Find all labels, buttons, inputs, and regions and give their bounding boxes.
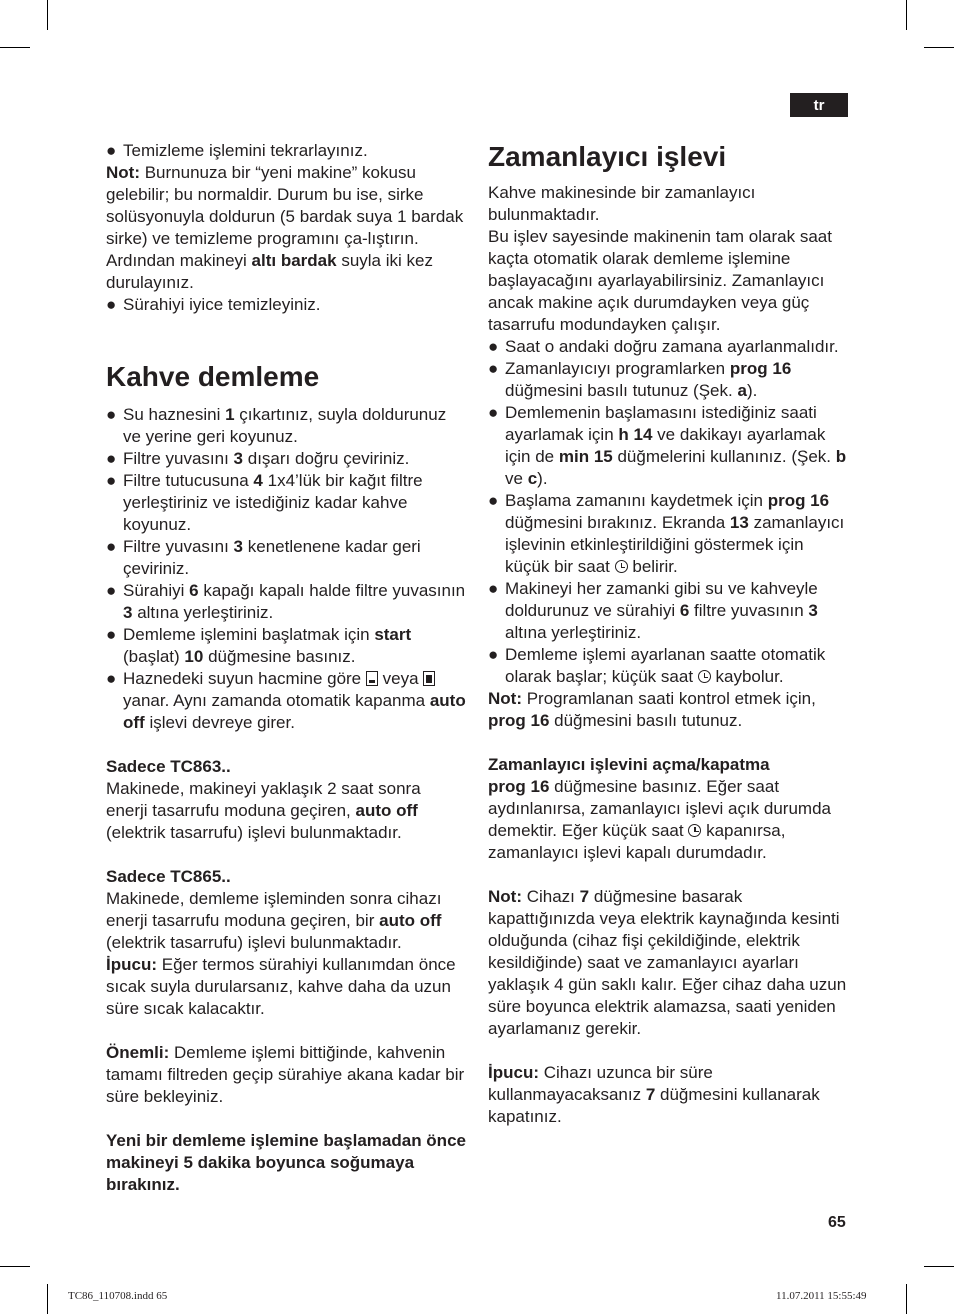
carafe-full-icon bbox=[423, 671, 435, 686]
clock-icon bbox=[615, 560, 628, 573]
crop-mark bbox=[0, 1266, 30, 1267]
subheading: Sadece TC863.. bbox=[106, 757, 231, 776]
carafe-small-icon bbox=[366, 671, 378, 686]
list-item: ● Demlemenin başlamasını istediğiniz saati ayarlamak için h 14 ve dakikayı ayarlamak için de min 15 düğmelerini kullanınız. (Şek. b ve c). bbox=[488, 403, 847, 488]
list-item: ● Filtre yuvasını 3 kenetlenene kadar geri çeviriniz. bbox=[106, 537, 421, 578]
paragraph: prog 16 düğmesine basınız. Eğer saat aydınlanırsa, zamanlayıcı işlevi açık durumda demektir. Eğer küçük saat kapanırsa, zamanlayıcı işlevi kapalı durumdadır. bbox=[488, 777, 831, 862]
list-item: ● Filtre yuvasını 3 dışarı doğru çeviriniz. bbox=[106, 449, 410, 468]
footer-file-info: TC86_110708.indd 65 bbox=[68, 1290, 168, 1302]
list-item: ● Saat o andaki doğru zamana ayarlanmalıdır. bbox=[488, 337, 839, 356]
note-paragraph: Not: Cihazı 7 düğmesine basarak kapattığınızda veya elektrik kaynağında kesinti olduğunda (cihaz fişi çekildiğinde, elektrik kesildiğinde) saat ve zamanlayıcı ayarları yaklaşık 4 gün saklı kalır. Eğer cihaz daha uzun süre boyunca elektrik alamazsa, saati yeniden ayarlamanız gerekir. bbox=[488, 887, 847, 1038]
paragraph: Bu işlev sayesinde makinenin tam olarak saat kaçta otomatik olarak demleme işlemine başlayacağını ayarlayabilirsiniz. Zamanlayıcı ancak makine açık durumdayken veya güç tasarrufu modundayken çalışır. bbox=[488, 227, 832, 334]
list-item: ● Sürahiyi iyice temizleyiniz. bbox=[106, 295, 321, 314]
section-heading: Zamanlayıcı işlevi bbox=[488, 141, 727, 172]
crop-mark bbox=[0, 47, 30, 48]
list-item: ● Haznedeki suyun hacmine göre veya yanar. Aynı zamanda otomatik kapanma auto off işlevi devreye girer. bbox=[106, 669, 466, 732]
list-item: ● Zamanlayıcıyı programlarken prog 16 düğmesini basılı tutunuz (Şek. a). bbox=[488, 359, 792, 400]
list-item: ● Demleme işlemi ayarlanan saatte otomatik olarak başlar; küçük saat kaybolur. bbox=[488, 645, 826, 686]
section-heading: Kahve demleme bbox=[106, 361, 320, 392]
important-paragraph: Önemli: Demleme işlemi bittiğinde, kahvenin tamamı filtreden geçip sürahiye akana kadar bir süre bekleyiniz. bbox=[106, 1043, 465, 1106]
note-paragraph: Not: Programlanan saati kontrol etmek için, prog 16 düğmesini basılı tutunuz. bbox=[488, 689, 816, 730]
list-item: ● Demleme işlemini başlatmak için start (başlat) 10 düğmesine basınız. bbox=[106, 625, 412, 666]
paragraph: Makinede, makineyi yaklaşık 2 saat sonra enerji tasarrufu moduna geçiren, auto off (elektrik tasarrufu) işlevi bulunmaktadır. bbox=[106, 779, 421, 842]
tip-paragraph: İpucu: Cihazı uzunca bir süre kullanmayacaksanız 7 düğmesini kullanarak kapatınız. bbox=[488, 1063, 820, 1126]
paragraph: Kahve makinesinde bir zamanlayıcı bulunmaktadır. bbox=[488, 183, 756, 224]
paragraph: Makinede, demleme işleminden sonra cihazı enerji tasarrufu moduna geçiren, bir auto off (elektrik tasarrufu) işlevi bulunmaktadır. bbox=[106, 889, 442, 952]
clock-icon bbox=[688, 824, 701, 837]
left-column bbox=[106, 140, 466, 1196]
list-item: ● Filtre tutucusuna 4 1x4’lük bir kağıt filtre yerleştiriniz ve istediğiniz kadar kahve koyunuz. bbox=[106, 471, 423, 534]
list-item: ● Makineyi her zamanki gibi su ve kahveyle doldurunuz ve sürahiyi 6 filtre yuvasının 3 altına yerleştiriniz. bbox=[488, 579, 818, 642]
warning-paragraph: Yeni bir demleme işlemine başlamadan önce makineyi 5 dakika boyunca soğumaya bırakınız. bbox=[106, 1131, 466, 1194]
list-item: ● Temizleme işlemini tekrarlayınız. bbox=[106, 141, 368, 160]
list-item: ● Su haznesini 1 çıkartınız, suyla doldurunuz ve yerine geri koyunuz. bbox=[106, 405, 447, 446]
subheading: Sadece TC865.. bbox=[106, 867, 231, 886]
right-column bbox=[488, 140, 850, 1128]
crop-mark bbox=[47, 1284, 48, 1314]
crop-mark bbox=[906, 1284, 907, 1314]
list-item: ● Başlama zamanını kaydetmek için prog 16 düğmesini bırakınız. Ekranda 13 zamanlayıcı işlevinin etkinleştirildiğini göstermek için küçük bir saat belirir. bbox=[488, 491, 845, 576]
subheading: Zamanlayıcı işlevini açma/kapatma bbox=[488, 755, 770, 774]
list-item: ● Sürahiyi 6 kapağı kapalı halde filtre yuvasının 3 altına yerleştiriniz. bbox=[106, 581, 466, 622]
clock-icon bbox=[698, 670, 711, 683]
crop-mark bbox=[924, 1266, 954, 1267]
note-paragraph: Not: Burnunuza bir “yeni makine” kokusu gelebilir; bu normaldir. Durum bu ise, sirke solüsyonuyla doldurun (5 bardak suya 1 bardak sirke) ve temizleme programını ça-lıştırın. Ardından makineyi altı bardak suyla iki kez durulayınız. bbox=[106, 163, 464, 292]
language-tab: tr bbox=[790, 93, 848, 117]
crop-mark bbox=[924, 47, 954, 48]
page-number: 65 bbox=[828, 1214, 846, 1231]
tip-paragraph: İpucu: Eğer termos sürahiyi kullanımdan önce sıcak suyla durularsanız, kahve daha da uzun süre sıcak kalacaktır. bbox=[106, 955, 456, 1018]
crop-mark bbox=[906, 0, 907, 30]
crop-mark bbox=[47, 0, 48, 30]
footer-timestamp: 11.07.2011 15:55:49 bbox=[776, 1290, 867, 1302]
